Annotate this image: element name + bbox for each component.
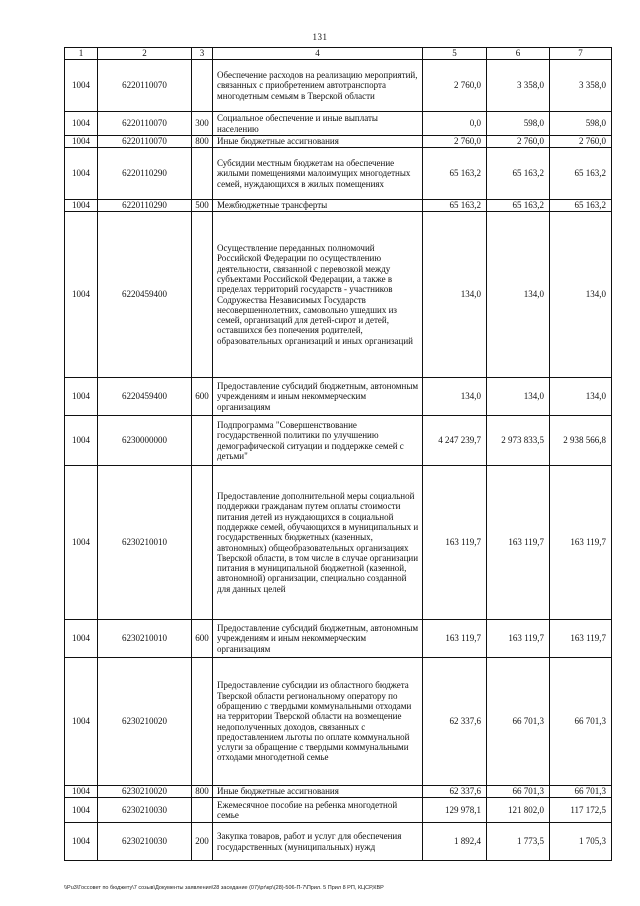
expense-type-code	[192, 466, 213, 620]
amount-col5: 4 247 239,7	[423, 416, 487, 466]
section-code: 1004	[65, 786, 98, 798]
row-description: Предоставление субсидии из областного бюджета Тверской области региональному оператору по обращению с твердыми коммунальными отходами на территории Тверской области на возмещение недополученных доходов, связанных с предоставлением льготы по оплате коммунальной услуги за обращение с твердыми коммунальными отходами многодетной семье	[213, 658, 423, 786]
amount-col6: 66 701,3	[487, 786, 550, 798]
amount-col5: 2 760,0	[423, 60, 487, 112]
row-description: Ежемесячное пособие на ребенка многодетной семье	[213, 798, 423, 823]
amount-col5: 0,0	[423, 112, 487, 136]
table-row	[65, 200, 612, 212]
amount-col5: 65 163,2	[423, 200, 487, 212]
expense-type-code: 600	[192, 620, 213, 658]
table-row	[65, 466, 612, 620]
target-article-code: 6230000000	[98, 416, 192, 466]
target-article-code: 6220110070	[98, 136, 192, 148]
table-row	[65, 798, 612, 823]
target-article-code: 6220110070	[98, 60, 192, 112]
amount-col7: 65 163,2	[550, 148, 612, 200]
section-code: 1004	[65, 466, 98, 620]
amount-col6: 121 802,0	[487, 798, 550, 823]
target-article-code: 6230210010	[98, 466, 192, 620]
amount-col6: 2 973 833,5	[487, 416, 550, 466]
row-description: Межбюджетные трансферты	[213, 200, 423, 212]
amount-col6: 65 163,2	[487, 200, 550, 212]
section-code: 1004	[65, 658, 98, 786]
amount-col5: 62 337,6	[423, 658, 487, 786]
table-row	[65, 212, 612, 378]
amount-col7: 2 760,0	[550, 136, 612, 148]
expense-type-code	[192, 798, 213, 823]
expense-type-code	[192, 416, 213, 466]
amount-col7: 163 119,7	[550, 466, 612, 620]
section-code: 1004	[65, 416, 98, 466]
amount-col5: 62 337,6	[423, 786, 487, 798]
col-header: 3	[192, 48, 213, 60]
target-article-code: 6220459400	[98, 212, 192, 378]
amount-col5: 2 760,0	[423, 136, 487, 148]
target-article-code: 6230210010	[98, 620, 192, 658]
table-row	[65, 148, 612, 200]
col-header: 5	[423, 48, 487, 60]
amount-col7: 65 163,2	[550, 200, 612, 212]
row-description: Иные бюджетные ассигнования	[213, 136, 423, 148]
section-code: 1004	[65, 798, 98, 823]
table-row	[65, 823, 612, 861]
page-number: 131	[312, 32, 328, 42]
amount-col5: 163 119,7	[423, 466, 487, 620]
row-description: Осуществление переданных полномочий Российской Федерации по осуществлению деятельности, связанной с перевозкой между субъектами Российской Федерации, а также в пределах территорий государств - участников Содружества Независимых Государств несовершеннолетних, самовольно ушедших из семей, организаций для детей-сирот и детей, оставшихся без попечения родителей, образовательных организаций и иных организаций	[213, 212, 423, 378]
col-header: 1	[65, 48, 98, 60]
expense-type-code: 500	[192, 200, 213, 212]
amount-col7: 117 172,5	[550, 798, 612, 823]
expense-type-code: 800	[192, 136, 213, 148]
table-row	[65, 60, 612, 112]
target-article-code: 6230210030	[98, 823, 192, 861]
row-description: Предоставление субсидий бюджетным, автономным учреждениям и иным некоммерческим организациям	[213, 378, 423, 416]
row-description: Предоставление дополнительной меры социальной поддержки гражданам путем оплаты стоимости питания детей из нуждающихся в социальной поддержке семей, обучающихся в муниципальных и государственных бюджетных (казенных, автономных) общеобразовательных организациях Тверской области, в том числе в случае организации питания в муниципальной бюджетной (казенной, автономной) организации, специально созданной для данных целей	[213, 466, 423, 620]
amount-col7: 3 358,0	[550, 60, 612, 112]
amount-col7: 134,0	[550, 378, 612, 416]
table-row	[65, 620, 612, 658]
section-code: 1004	[65, 136, 98, 148]
table-row	[65, 658, 612, 786]
target-article-code: 6220110290	[98, 148, 192, 200]
header-row	[65, 48, 612, 60]
target-article-code: 6230210020	[98, 658, 192, 786]
amount-col7: 66 701,3	[550, 786, 612, 798]
section-code: 1004	[65, 200, 98, 212]
expense-type-code	[192, 658, 213, 786]
target-article-code: 6220110070	[98, 112, 192, 136]
target-article-code: 6220459400	[98, 378, 192, 416]
amount-col6: 134,0	[487, 212, 550, 378]
budget-table	[64, 47, 612, 861]
section-code: 1004	[65, 378, 98, 416]
target-article-code: 6230210030	[98, 798, 192, 823]
row-description: Социальное обеспечение и иные выплаты населению	[213, 112, 423, 136]
amount-col5: 129 978,1	[423, 798, 487, 823]
expense-type-code: 300	[192, 112, 213, 136]
amount-col6: 3 358,0	[487, 60, 550, 112]
row-description: Иные бюджетные ассигнования	[213, 786, 423, 798]
expense-type-code	[192, 60, 213, 112]
file-path-footer: \\Pu3\Госсовет по бюджету\7 созыв\Документы заявления\28 заседание (07)\pr\кр\(28)-506-П-7\Прил. 5 Прил 8 РП, КЦСР,КВР	[64, 885, 384, 891]
row-description: Субсидии местным бюджетам на обеспечение жилыми помещениями малоимущих многодетных семей, нуждающихся в жилых помещениях	[213, 148, 423, 200]
amount-col5: 1 892,4	[423, 823, 487, 861]
amount-col7: 163 119,7	[550, 620, 612, 658]
table-row	[65, 136, 612, 148]
amount-col6: 66 701,3	[487, 658, 550, 786]
section-code: 1004	[65, 60, 98, 112]
section-code: 1004	[65, 620, 98, 658]
amount-col6: 598,0	[487, 112, 550, 136]
amount-col7: 66 701,3	[550, 658, 612, 786]
col-header: 4	[213, 48, 423, 60]
amount-col5: 134,0	[423, 212, 487, 378]
amount-col5: 65 163,2	[423, 148, 487, 200]
expense-type-code: 600	[192, 378, 213, 416]
table-row	[65, 112, 612, 136]
amount-col6: 163 119,7	[487, 466, 550, 620]
expense-type-code: 800	[192, 786, 213, 798]
section-code: 1004	[65, 112, 98, 136]
amount-col7: 2 938 566,8	[550, 416, 612, 466]
section-code: 1004	[65, 823, 98, 861]
table-row	[65, 786, 612, 798]
row-description: Подпрограмма "Совершенствование государственной политики по улучшению демографической ситуации и поддержке семей с детьми"	[213, 416, 423, 466]
amount-col7: 134,0	[550, 212, 612, 378]
target-article-code: 6230210020	[98, 786, 192, 798]
expense-type-code	[192, 212, 213, 378]
section-code: 1004	[65, 212, 98, 378]
expense-type-code: 200	[192, 823, 213, 861]
row-description: Предоставление субсидий бюджетным, автономным учреждениям и иным некоммерческим организациям	[213, 620, 423, 658]
section-code: 1004	[65, 148, 98, 200]
amount-col7: 598,0	[550, 112, 612, 136]
amount-col6: 65 163,2	[487, 148, 550, 200]
target-article-code: 6220110290	[98, 200, 192, 212]
row-description: Обеспечение расходов на реализацию мероприятий, связанных с приобретением автотранспорта многодетным семьям в Тверской области	[213, 60, 423, 112]
expense-type-code	[192, 148, 213, 200]
amount-col5: 134,0	[423, 378, 487, 416]
amount-col6: 1 773,5	[487, 823, 550, 861]
table-row	[65, 416, 612, 466]
col-header: 6	[487, 48, 550, 60]
col-header: 7	[550, 48, 612, 60]
amount-col6: 2 760,0	[487, 136, 550, 148]
col-header: 2	[98, 48, 192, 60]
amount-col6: 134,0	[487, 378, 550, 416]
amount-col5: 163 119,7	[423, 620, 487, 658]
amount-col6: 163 119,7	[487, 620, 550, 658]
row-description: Закупка товаров, работ и услуг для обеспечения государственных (муниципальных) нужд	[213, 823, 423, 861]
amount-col7: 1 705,3	[550, 823, 612, 861]
table-row	[65, 378, 612, 416]
